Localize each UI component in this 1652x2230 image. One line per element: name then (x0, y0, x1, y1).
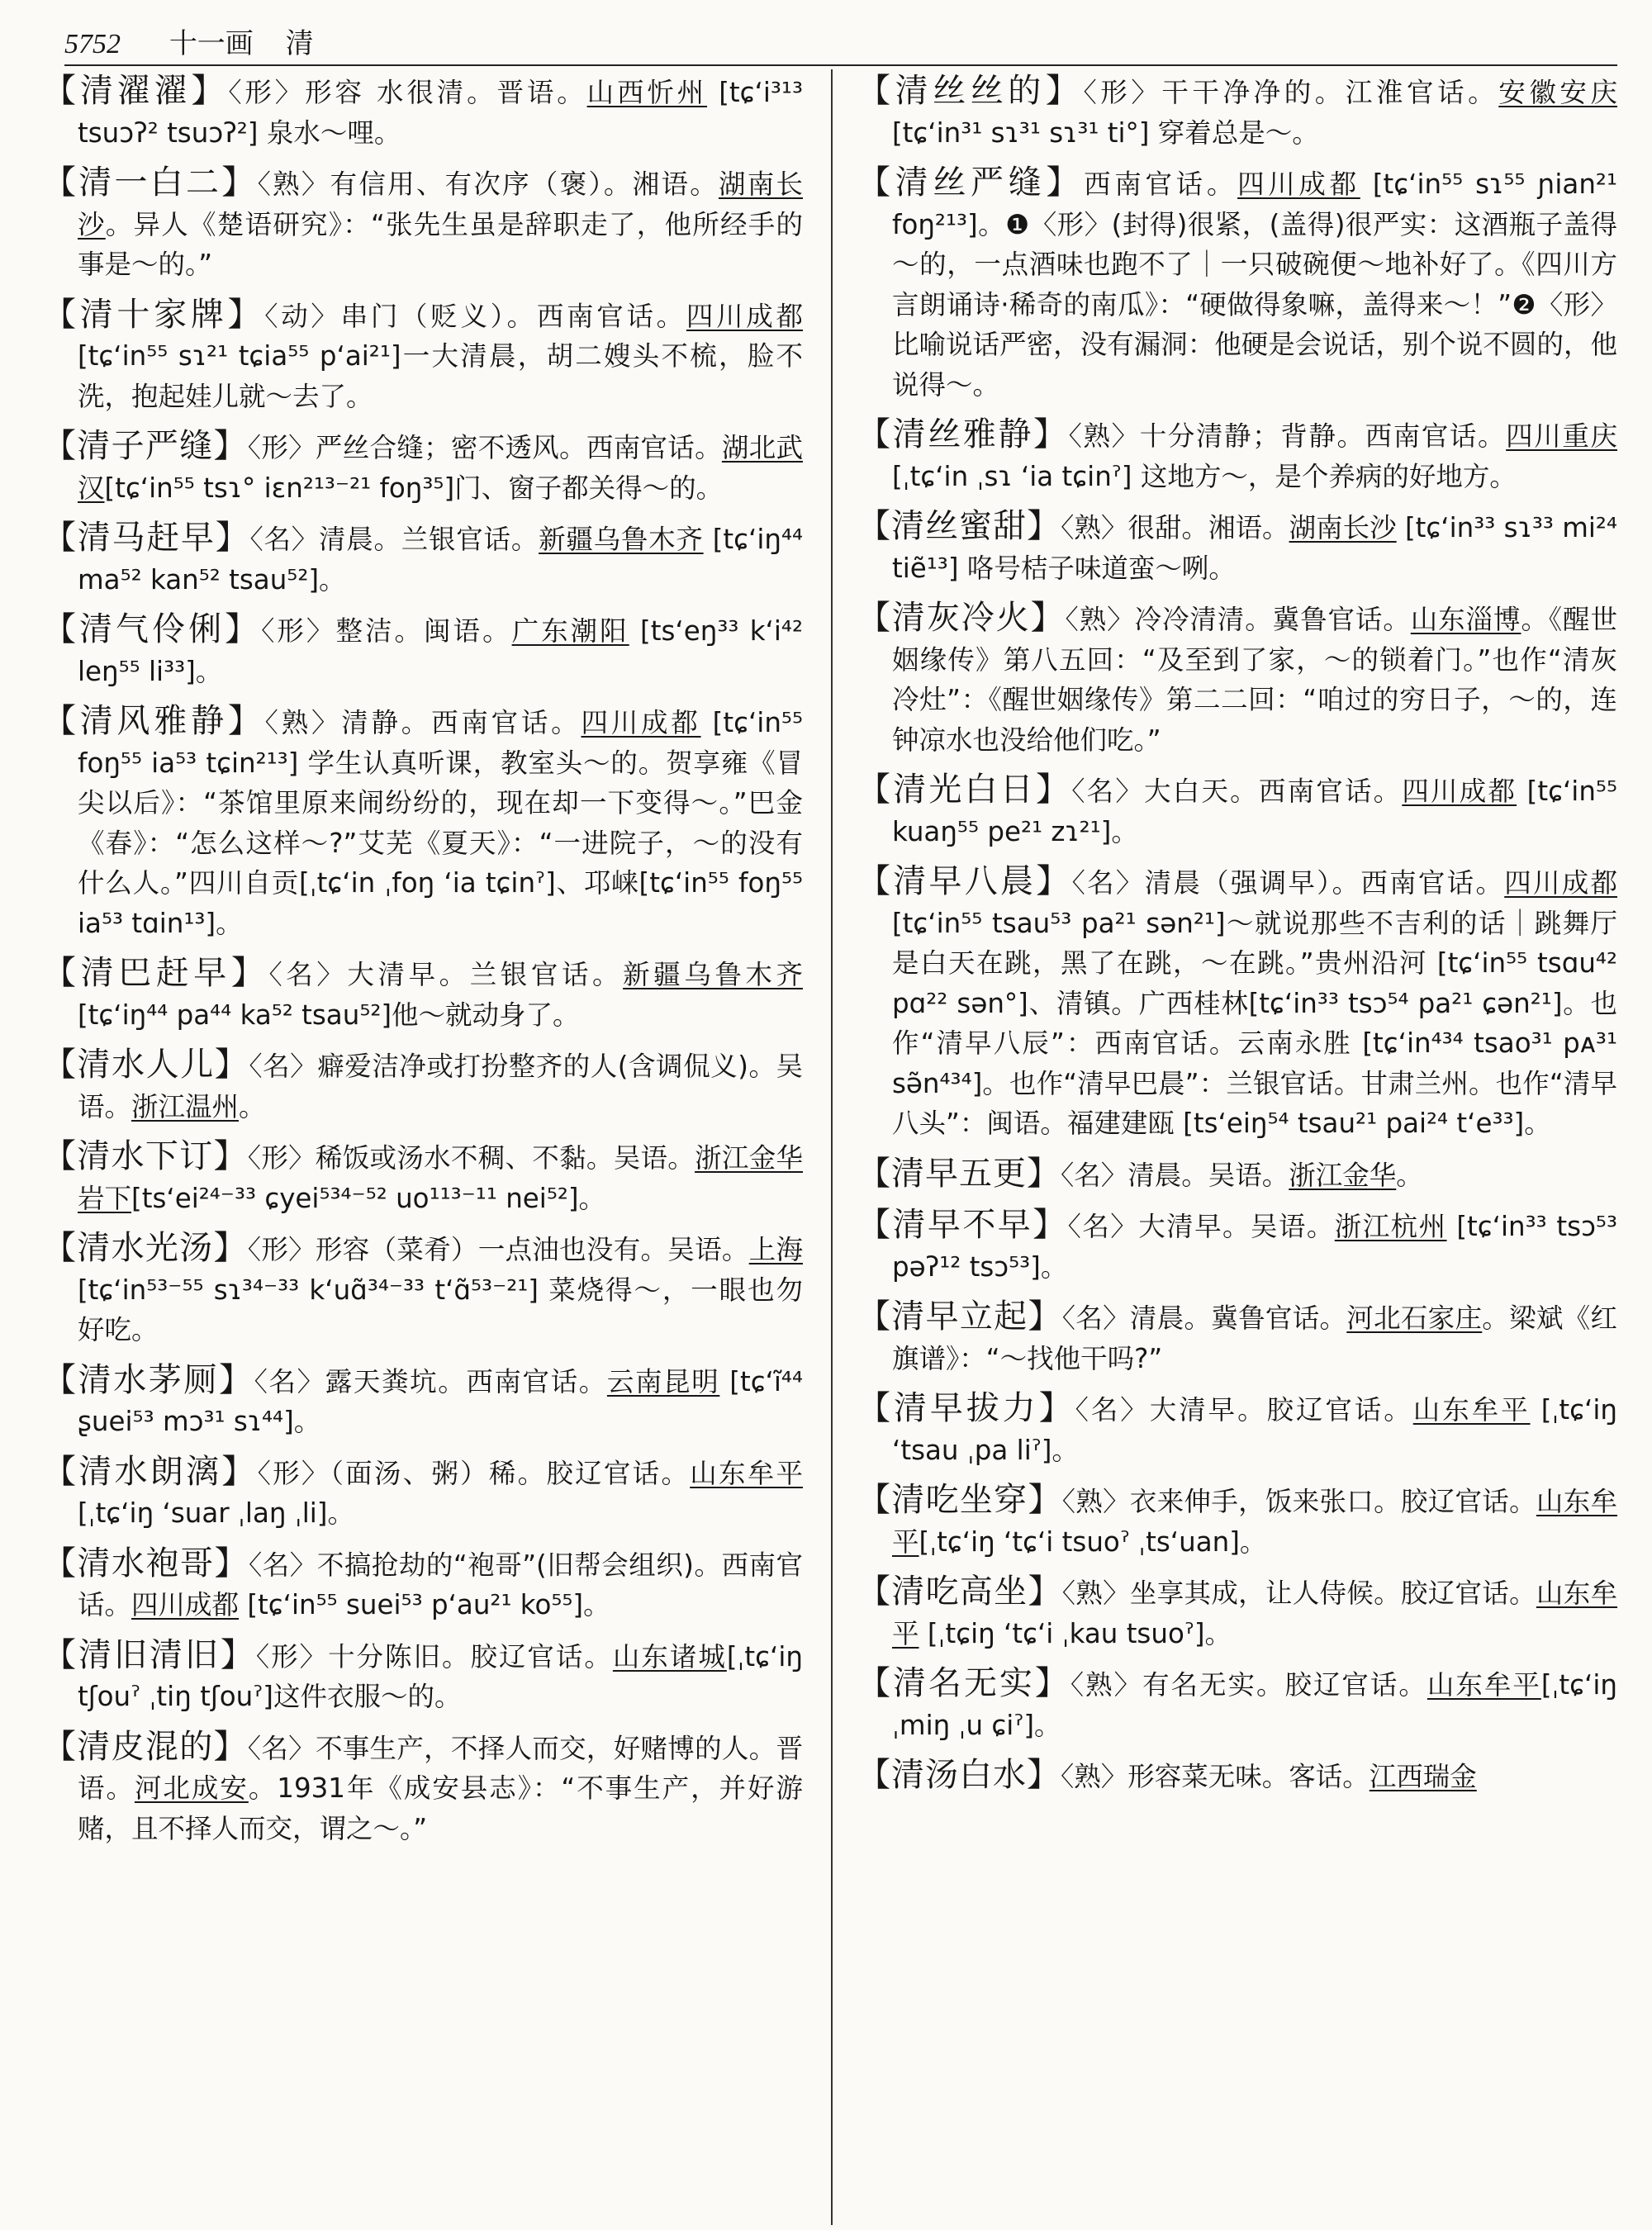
entry-headword: 【清灰冷火】 (857, 599, 1066, 637)
entry-place: 四川成都 (131, 1589, 240, 1620)
entry-place: 山东牟平 (690, 1457, 803, 1489)
dictionary-entry (857, 506, 1617, 588)
dictionary-entry (857, 1297, 1617, 1378)
entry-headword: 【清早立起】 (857, 1298, 1062, 1336)
entry-place: 安徽安庆 (1498, 77, 1617, 108)
entry-headword: 【清水袍哥】 (43, 1544, 249, 1582)
entry-definition: 〈熟〉有名无实。胶辽官话。 (1070, 1669, 1427, 1701)
entry-place: 山东牟平 (1412, 1394, 1531, 1426)
entry-headword: 【清十家牌】 (43, 295, 265, 334)
entry-text: [tɕʻi³¹³ tsuɔʔ² tsuɔʔ²] 泉水～哩。 (78, 77, 803, 149)
entry-definition: 〈动〉串门（贬义）。西南官话。 (264, 300, 686, 332)
entry-place: 山东诸城 (612, 1640, 727, 1672)
entry-headword: 【清早拔力】 (857, 1389, 1075, 1427)
entry-definition: 西南官话。 (1084, 168, 1238, 200)
entry-place: 山西忻州 (586, 77, 708, 108)
entry-definition: 〈名〉癖爱洁净或打扮整齐的人(含调侃义)。吴语。 (78, 1051, 803, 1122)
dictionary-entry (857, 1480, 1617, 1562)
entry-definition: 〈形〉干干净净的。江淮官话。 (1083, 77, 1499, 108)
dictionary-entry (43, 953, 803, 1035)
entry-definition: 〈形〉形容（菜肴）一点油也没有。吴语。 (247, 1234, 749, 1265)
entry-definition: 〈名〉大清早。吴语。 (1067, 1211, 1335, 1242)
entry-place: 山东牟平 (892, 1486, 1617, 1558)
entry-text: [tɕʻin⁵³⁻⁵⁵ sɿ³⁴⁻³³ kʻuɑ̃³⁴⁻³³ tʻɑ̃⁵³⁻²¹] 菜烧得～，一眼也勿好吃。 (78, 1274, 803, 1345)
dictionary-entry (857, 598, 1617, 760)
entry-definition: 〈名〉不搞抢劫的“袍哥”(旧帮会组织)。西南官话。 (78, 1549, 803, 1620)
entry-definition: 〈熟〉衣来伸手，饭来张口。胶辽官话。 (1061, 1486, 1536, 1517)
dictionary-entry (857, 861, 1617, 1144)
entry-headword: 【清巴赶早】 (43, 954, 269, 992)
entry-place: 云南昆明 (606, 1365, 720, 1397)
entry-definition: 〈熟〉很甜。湘语。 (1061, 512, 1289, 543)
dictionary-entry (43, 610, 803, 691)
entry-headword: 【清风雅静】 (43, 702, 265, 740)
entry-place: 江西瑞金 (1369, 1761, 1477, 1792)
entry-place: 河北石家庄 (1346, 1302, 1483, 1334)
entry-headword: 【清吃坐穿】 (857, 1481, 1062, 1519)
entry-text: [tsʻei²⁴⁻³³ ɕyei⁵³⁴⁻⁵² uo¹¹³⁻¹¹ nei⁵²]。 (131, 1182, 606, 1214)
dictionary-entry (43, 1228, 803, 1350)
page-header (64, 23, 1617, 64)
entry-place: 湖南长沙 (78, 168, 803, 240)
dictionary-entry (857, 1205, 1617, 1287)
dictionary-entry (43, 295, 803, 417)
entry-text: [tɕʻin⁵⁵ tsɿ° iɛn²¹³⁻²¹ foŋ³⁵]门、窗子都关得～的。 (104, 472, 724, 504)
entry-place: 河北成安 (134, 1772, 249, 1804)
entry-place: 山东牟平 (892, 1578, 1617, 1649)
dictionary-entry (43, 1544, 803, 1625)
entry-text: [tɕʻin³¹ sɿ³¹ sɿ³¹ ti°] 穿着总是～。 (892, 116, 1319, 149)
entry-definition: 〈名〉清晨。兰银官话。 (249, 524, 539, 555)
entry-place: 浙江杭州 (1334, 1211, 1447, 1242)
entry-definition: 〈形〉整洁。闽语。 (261, 615, 512, 647)
entry-definition: 〈形〉形容 水很清。晋语。 (228, 77, 587, 108)
entry-place: 新疆乌鲁木齐 (623, 959, 803, 990)
entry-place: 山东牟平 (1427, 1669, 1541, 1701)
entry-headword: 【清吃高坐】 (857, 1573, 1062, 1611)
entry-place: 湖北武汉 (78, 432, 803, 504)
entry-text: [ˌtɕʻiŋ ʻtɕʻi tsuoˀ ˌtsʻuan]。 (919, 1525, 1267, 1558)
entry-definition: 〈名〉不事生产，不择人而交，好赌博的人。晋语。 (78, 1732, 803, 1804)
entry-definition: 〈熟〉有信用、有次序（褒）。湘语。 (257, 168, 719, 200)
column-divider (831, 69, 833, 2225)
entry-headword: 【清丝蜜甜】 (857, 507, 1061, 545)
entry-headword: 【清水人儿】 (43, 1046, 249, 1084)
entry-headword: 【清早不早】 (857, 1206, 1068, 1244)
entry-headword: 【清汤白水】 (857, 1756, 1061, 1794)
entry-definition: 〈熟〉清静。西南官话。 (264, 707, 582, 738)
entry-place: 四川成都 (1237, 168, 1360, 200)
right-column (857, 71, 1617, 2218)
entry-text: 。《醒世姻缘传》第八五回：“及至到了家，～的锁着门。”也作“清灰冷灶”：《醒世姻缘传》第二二回：“咱过的穷日子，～的，连钟凉水也没给他们吃。” (892, 604, 1617, 756)
dictionary-entry (857, 770, 1617, 852)
entry-text: 。1931年《成安县志》：“不事生产，并好游赌，且不择人而交，谓之～。” (78, 1772, 803, 1844)
entry-place: 浙江金华岩下 (78, 1142, 803, 1214)
entry-text: [tɕʻĩ⁴⁴ ʂuei⁵³ mɔ³¹ sɿ⁴⁴]。 (78, 1365, 803, 1437)
entry-text: 。 (1396, 1159, 1423, 1191)
entry-place: 四川重庆 (1506, 420, 1617, 452)
entry-definition: 〈熟〉冷冷清清。冀鲁官话。 (1065, 604, 1411, 635)
entry-place: 四川成都 (581, 707, 701, 738)
entry-text: 。 (239, 1090, 266, 1122)
entry-headword: 【清皮混的】 (43, 1727, 248, 1766)
dictionary-entry (43, 1635, 803, 1717)
entry-text: [tɕʻin⁵⁵ sɿ²¹ tɕia⁵⁵ pʻai²¹]一大清晨，胡二嫂头不梳，脸不洗，抱起娃儿就～去了。 (78, 340, 803, 412)
dictionary-entry (857, 1572, 1617, 1654)
entry-text: [tɕʻin³³ tsɔ⁵³ pəʔ¹² tsɔ⁵³]。 (892, 1211, 1617, 1283)
entry-text: [tɕʻin⁵⁵ suei⁵³ pʻau²¹ ko⁵⁵]。 (239, 1589, 610, 1620)
entry-definition: 〈名〉清晨。吴语。 (1061, 1159, 1289, 1191)
dictionary-entry (857, 1154, 1617, 1196)
entry-headword: 【清早五更】 (857, 1154, 1061, 1193)
entry-place: 湖南长沙 (1289, 512, 1397, 543)
entry-headword: 【清光白日】 (857, 771, 1072, 809)
entry-definition: 〈熟〉十分清静；背静。西南官话。 (1068, 420, 1507, 452)
entry-definition: 〈熟〉坐享其成，让人侍候。胶辽官话。 (1061, 1578, 1536, 1609)
page-number: 5752 (64, 29, 121, 59)
entry-text: [ˌtɕʻiŋ ʻsuar ˌlaŋ ˌli]。 (78, 1497, 354, 1529)
entry-headword: 【清濯濯】 (43, 72, 229, 110)
entry-headword: 【清一白二】 (43, 164, 258, 202)
entry-definition: 〈形〉十分陈旧。胶辽官话。 (255, 1640, 613, 1672)
entry-headword: 【清丝丝的】 (857, 72, 1084, 110)
left-column (43, 71, 803, 2218)
entry-definition: 〈名〉大白天。西南官话。 (1071, 776, 1403, 807)
entry-place: 上海 (748, 1234, 803, 1265)
entry-headword: 【清水下订】 (43, 1137, 248, 1175)
entry-text: [ˌtɕʻin ˌsɿ ʻia tɕinˀ] 这地方～，是个养病的好地方。 (892, 460, 1517, 492)
entry-text: [tsʻeŋ³³ kʻi⁴² leŋ⁵⁵ li³³]。 (78, 615, 803, 687)
entry-headword: 【清子严缝】 (43, 427, 248, 465)
entry-place: 山东淄博 (1410, 604, 1521, 635)
entry-place: 广东潮阳 (511, 615, 629, 647)
entry-headword: 【清丝雅静】 (857, 415, 1069, 453)
entry-text: [ˌtɕiŋ ʻtɕʻi ˌkau tsuoˀ]。 (919, 1617, 1232, 1649)
entry-text: [tɕʻiŋ⁴⁴ pa⁴⁴ ka⁵² tsau⁵²]他～就动身了。 (78, 999, 580, 1031)
dictionary-entry (43, 163, 803, 285)
dictionary-entry (43, 426, 803, 508)
entry-text: [ˌtɕʻiŋ tʃouˀ ˌtiŋ tʃouˀ]这件衣服～的。 (78, 1640, 803, 1712)
entry-text: [tɕʻiŋ⁴⁴ ma⁵² kan⁵² tsau⁵²]。 (78, 524, 803, 595)
entry-definition: 〈形〉（面汤、粥）稀。胶辽官话。 (257, 1457, 691, 1489)
dictionary-entry (857, 1755, 1617, 1797)
entry-text: [ˌtɕʻiŋ ˌmiŋ ˌu ɕiˀ]。 (892, 1669, 1617, 1741)
entry-place: 四川成都 (1504, 867, 1617, 899)
entry-place: 四川成都 (686, 300, 803, 332)
entry-headword: 【清丝严缝】 (857, 164, 1085, 202)
dictionary-entry (43, 518, 803, 600)
entry-text: [tɕʻin⁵⁵ tsau⁵³ pa²¹ sən²¹]～就说那些不吉利的话｜跳舞厅是白天在跳，黑了在跳，～在跳。”贵州沿河 [tɕʻin⁵⁵ tsɑu⁴² pɑ²² sən°]、清镇。广西桂林[tɕʻin³³ tsɔ⁵⁴ pa²¹ ɕən²¹]。也作“清早八辰”：西南官话。云南永胜 [tɕʻin⁴³⁴ tsao³¹ pᴀ³¹ sə̃n⁴³⁴]。也作“清早巴晨”：兰银官话。甘肃兰州。也作“清早八头”：闽语。福建建瓯 [tsʻeiŋ⁵⁴ tsau²¹ pai²⁴ tʻe³³]。 (892, 907, 1617, 1139)
entry-text: 。异人《楚语研究》：“张先生虽是辞职走了，他所经手的事是～的。” (78, 208, 803, 280)
entry-headword: 【清马赶早】 (43, 519, 250, 557)
dictionary-entry (43, 1727, 803, 1849)
entry-definition: 〈名〉清晨（强调早）。西南官话。 (1071, 867, 1505, 899)
entry-headword: 【清水茅厕】 (43, 1360, 254, 1399)
entry-headword: 【清气伶俐】 (43, 610, 262, 648)
dictionary-entry (43, 701, 803, 943)
dictionary-entry (857, 163, 1617, 405)
dictionary-entry (857, 1663, 1617, 1745)
entry-text: [tɕʻin³³ sɿ³³ mi²⁴ tiẽ¹³] 咯号桔子味道蛮～咧。 (892, 512, 1617, 584)
entry-text: [tɕʻin⁵⁵ sɿ⁵⁵ ɲian²¹ foŋ²¹³]。❶〈形〉(封得)很紧，(盖得)很严实：这酒瓶子盖得～的，一点酒味也跑不了｜一只破碗便～地补好了。《四川方言朗诵诗·稀奇的南瓜》：“硬做得象嘛，盖得来～！”❷〈形〉比喻说话严密，没有漏洞：他硬是会说话，别个说不圆的，他说得～。 (892, 168, 1617, 401)
entry-place: 四川成都 (1402, 776, 1517, 807)
entry-definition: 〈名〉露天粪坑。西南官话。 (254, 1365, 607, 1397)
entry-text: [tɕʻin⁵⁵ foŋ⁵⁵ ia⁵³ tɕin²¹³] 学生认真听课，教室头～的。贺享雍《冒尖以后》：“茶馆里原来闹纷纷的，现在却一下变得～。”巴金《春》：“怎么这样～?”艾芜《夏天》：“一进院子，～的没有什么人。”四川自贡[ˌtɕʻin ˌfoŋ ʻia tɕinˀ]、邛崃[tɕʻin⁵⁵ foŋ⁵⁵ ia⁵³ tɑin¹³]。 (78, 707, 803, 939)
entry-definition: 〈熟〉形容菜无味。客话。 (1061, 1761, 1370, 1792)
section-character: 清 (285, 27, 314, 60)
dictionary-entry (857, 415, 1617, 496)
entry-definition: 〈名〉清晨。冀鲁官话。 (1061, 1302, 1347, 1334)
entry-text: [ˌtɕʻiŋ ʻtsau ˌpa liˀ]。 (892, 1394, 1617, 1466)
dictionary-entry (43, 1045, 803, 1127)
entry-headword: 【清旧清旧】 (43, 1635, 256, 1674)
entry-place: 浙江金华 (1289, 1159, 1397, 1191)
dictionary-entry (857, 71, 1617, 153)
entry-definition: 〈名〉大清早。胶辽官话。 (1075, 1394, 1413, 1426)
entry-definition: 〈形〉稀饭或汤水不稠、不黏。吴语。 (247, 1142, 695, 1174)
dictionary-entry (43, 1452, 803, 1534)
section-label: 十一画 (169, 27, 254, 60)
entry-text: [tɕʻin⁵⁵ kuaŋ⁵⁵ pe²¹ zɿ²¹]。 (892, 776, 1617, 847)
entry-definition: 〈名〉大清早。兰银官话。 (268, 959, 624, 990)
entry-headword: 【清早八晨】 (857, 862, 1072, 900)
entry-place: 浙江温州 (131, 1090, 240, 1122)
entry-headword: 【清水朗漓】 (43, 1452, 258, 1491)
dictionary-entry (43, 1136, 803, 1218)
entry-place: 新疆乌鲁木齐 (539, 524, 704, 555)
entry-headword: 【清水光汤】 (43, 1229, 248, 1267)
entry-headword: 【清名无实】 (857, 1664, 1070, 1702)
entry-text: 。梁斌《红旗谱》：“～找他干吗?” (892, 1302, 1617, 1374)
dictionary-entry (43, 71, 803, 153)
dictionary-entry (857, 1388, 1617, 1470)
entry-definition: 〈形〉严丝合缝；密不透风。西南官话。 (247, 432, 722, 463)
dictionary-entry (43, 1360, 803, 1442)
header-rule (64, 64, 1617, 66)
